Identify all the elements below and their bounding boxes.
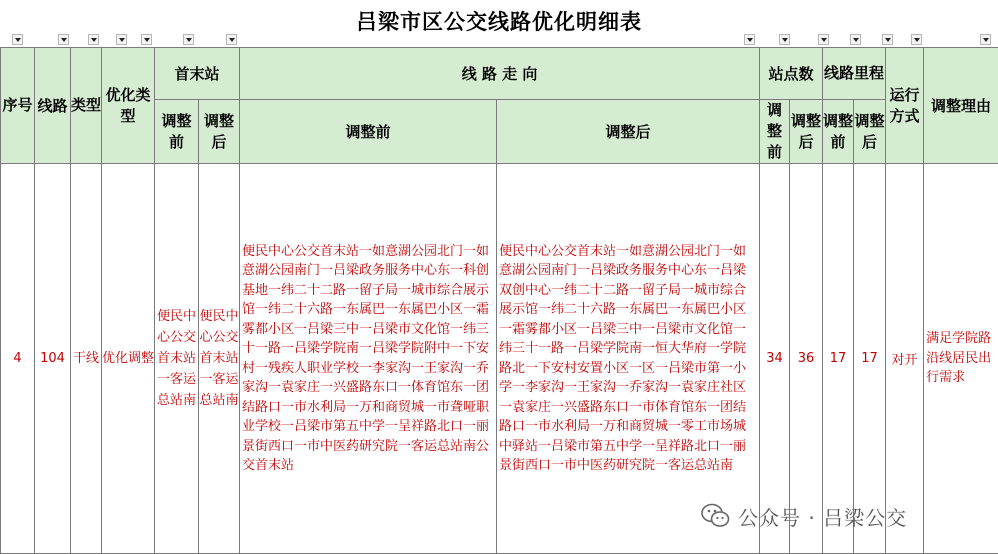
cell-opt-type: 优化调整: [102, 164, 155, 554]
header-mileage-after: 调整后: [854, 100, 886, 164]
cell-stops-after: 36: [790, 164, 823, 554]
header-type: 类型: [71, 48, 102, 164]
filter-row: [0, 33, 998, 47]
header-path: 线 路 走 向: [240, 48, 760, 100]
filter-dropdown-icon[interactable]: [141, 34, 152, 45]
filter-dropdown-icon[interactable]: [116, 34, 127, 45]
filter-dropdown-icon[interactable]: [850, 34, 861, 45]
filter-dropdown-icon[interactable]: [226, 34, 237, 45]
filter-dropdown-icon[interactable]: [88, 34, 99, 45]
cell-type: 干线: [71, 164, 102, 554]
watermark-text: 公众号 · 吕梁公交: [738, 502, 907, 531]
header-stops-after: 调整后: [790, 100, 823, 164]
filter-dropdown-icon[interactable]: [980, 34, 991, 45]
cell-terminal-before: 便民中心公交首末站一客运总站南: [155, 164, 199, 554]
filter-dropdown-icon[interactable]: [744, 34, 755, 45]
page-title: 吕梁市区公交线路优化明细表: [0, 0, 998, 36]
cell-stops-before: 34: [760, 164, 790, 554]
filter-dropdown-icon[interactable]: [818, 34, 829, 45]
filter-dropdown-icon[interactable]: [58, 34, 69, 45]
route-table: [0, 47, 998, 554]
cell-reason: 满足学院路沿线居民出行需求: [924, 164, 998, 554]
header-path-before: 调整前: [240, 100, 497, 164]
header-stops-before: 调整前: [760, 100, 790, 164]
cell-operation: 对开: [886, 164, 924, 554]
filter-dropdown-icon[interactable]: [779, 34, 790, 45]
filter-dropdown-icon[interactable]: [12, 34, 23, 45]
cell-path-after: 便民中心公交首末站一如意湖公园北门一如意湖公园南门一吕梁政务服务中心东一吕梁双创中心一纬二十二路一留子局一城市综合展示馆一纬二十六路一东属巴一东属巴小区一霜雾都小区一吕梁三中一吕梁市文化馆一纬三十一路一吕梁学院南一恒大华府一学院路北一下安村安置小区一区一吕梁市第一小学一李家沟一王家沟一乔家沟一袁家庄社区一袁家庄一兴盛路东口一市体育馆东一团结路口一市水利局一万和商贸城一零工市场城中驿站一吕梁市第五中学一呈祥路北口一丽景街西口一市中医药研究院一客运总站南: [497, 164, 760, 554]
header-opt-type: 优化类型: [102, 48, 155, 164]
filter-dropdown-icon[interactable]: [183, 34, 194, 45]
watermark: [700, 498, 907, 534]
header-terminal: 首末站: [155, 48, 240, 100]
table-row: [1, 164, 998, 554]
header-seq: 序号: [1, 48, 35, 164]
cell-mileage-after: 17: [854, 164, 886, 554]
header-route: 线路: [35, 48, 71, 164]
header-operation: 运行方式: [886, 48, 924, 164]
header-path-after: 调整后: [497, 100, 760, 164]
filter-dropdown-icon[interactable]: [882, 34, 893, 45]
filter-dropdown-icon[interactable]: [911, 34, 922, 45]
header-terminal-before: 调整前: [155, 100, 199, 164]
header-terminal-after: 调整后: [199, 100, 240, 164]
cell-terminal-after: 便民中心公交首末站一客运总站南: [199, 164, 240, 554]
cell-path-before: 便民中心公交首末站一如意湖公园北门一如意湖公园南门一吕梁政务服务中心东一科创基地一纬二十二路一留子局一城市综合展示馆一纬二十六路一东属巴一东属巴小区一霜雾都小区一吕梁三中一吕梁市文化馆一纬三十一路一吕梁学院南一吕梁学院附中一下安村一残疾人职业学校一李家沟一王家沟一乔家沟一袁家庄一兴盛路东口一体育馆东一团结路口一市水利局一万和商贸城一市聋哑职业学校一吕梁市第五中学一呈祥路北口一丽景街西口一市中医药研究院一客运总站南公交首末站: [240, 164, 497, 554]
header-mileage: 线路里程: [823, 48, 886, 100]
header-reason: 调整理由: [924, 48, 998, 164]
cell-route: 104: [35, 164, 71, 554]
header-stops: 站点数: [760, 48, 823, 100]
cell-seq: 4: [1, 164, 35, 554]
header-mileage-before: 调整前: [823, 100, 854, 164]
wechat-icon: [700, 502, 730, 530]
cell-mileage-before: 17: [823, 164, 854, 554]
